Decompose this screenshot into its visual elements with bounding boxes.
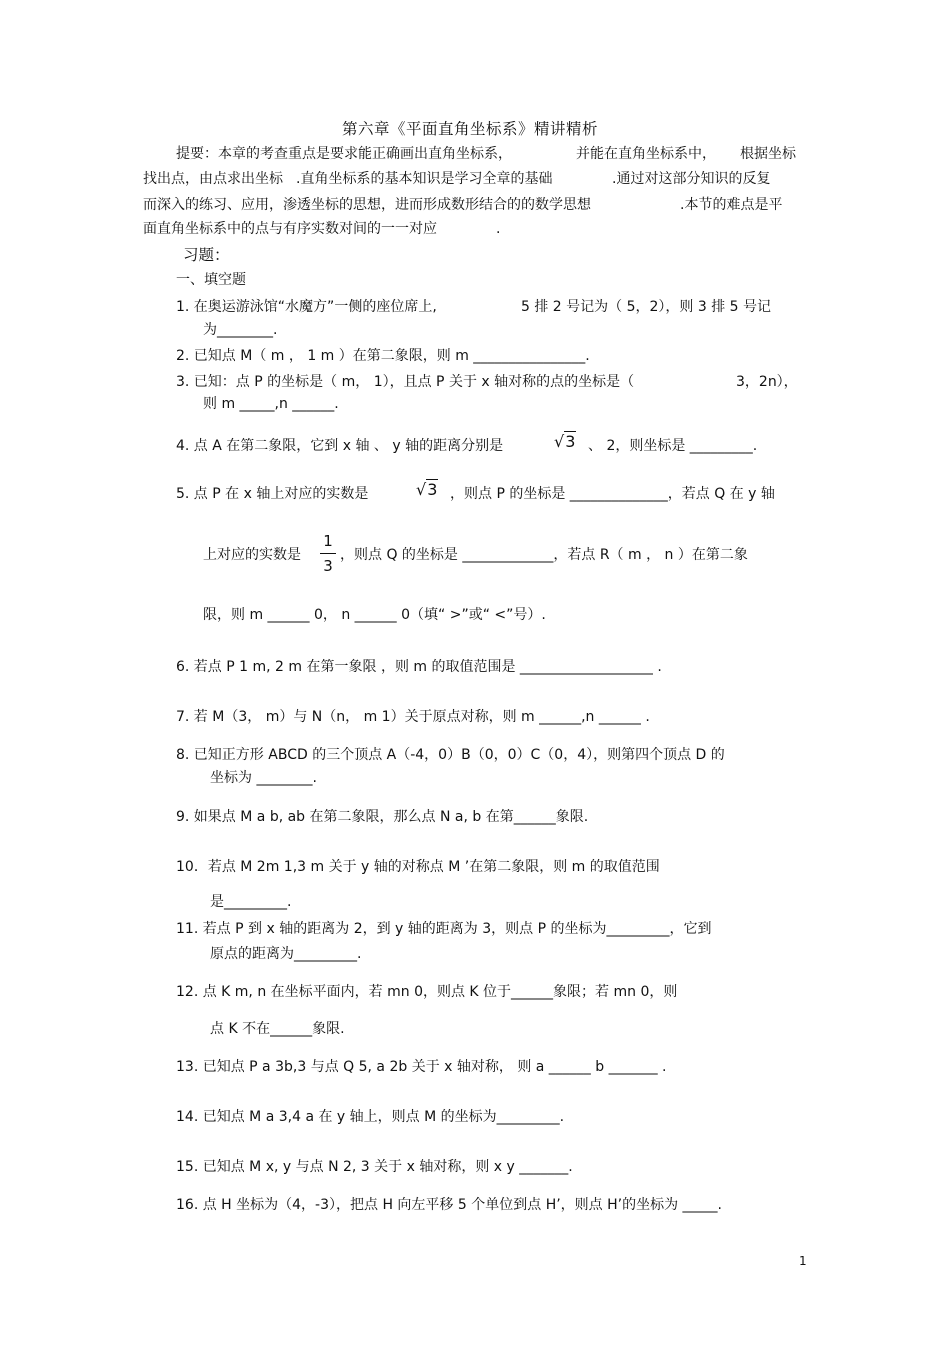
section-heading: 一、填空题 [176, 272, 246, 288]
question-16: 16. 点 H 坐标为（4，-3），把点 H 向左平移 5 个单位到点 H’，则点 H’的坐标为 _____. [176, 1197, 722, 1213]
question-5-line-c: 上对应的实数是 [203, 547, 301, 563]
question-3-line-a: 3. 已知：点 P 的坐标是（ m， 1），且点 P 关于 x 轴对称的点的坐标是（ [176, 374, 635, 390]
summary-line-1c: 根据坐标 [740, 146, 796, 162]
summary-line-2b: .直角坐标系的基本知识是学习全章的基础 [296, 171, 553, 187]
question-8-line-a: 8. 已知正方形 ABCD 的三个顶点 A（-4，0）B（0，0）C（0，4），则第四个顶点 D 的 [176, 747, 725, 763]
question-2: 2. 已知点 M（ m ， 1 m ）在第二象限，则 m ________________. [176, 348, 590, 364]
question-1-line-c: 为________. [203, 322, 278, 338]
summary-line-2a: 找出点，由点求出坐标 [143, 171, 283, 187]
question-13: 13. 已知点 P a 3b,3 与点 Q 5, a 2b 关于 x 轴对称， 则 a ______ b _______ . [176, 1059, 667, 1075]
page-title: 第六章《平面直角坐标系》精讲精析 [342, 120, 599, 138]
question-5-line-d: ，则点 Q 的坐标是 _____________，若点 R（ m ， n ）在第二象 [340, 547, 748, 563]
question-3-line-c: 则 m _____,n ______. [203, 396, 339, 412]
question-5-line-b: ，则点 P 的坐标是 ______________，若点 Q 在 y 轴 [450, 486, 775, 502]
question-1-line-a: 1. 在奥运游泳馆“水魔方”一侧的座位席上, [176, 299, 437, 315]
question-9: 9. 如果点 M a b, ab 在第二象限，那么点 N a, b 在第______象限. [176, 809, 589, 825]
question-10-line-b: 是_________. [210, 894, 292, 910]
fraction-denominator: 3 [323, 557, 333, 575]
sqrt-symbol: √3 [554, 432, 576, 451]
fraction-numerator: 1 [323, 532, 333, 550]
fraction-bar [320, 553, 336, 554]
summary-line-1a: 提要：本章的考查重点是要求能正确画出直角坐标系， [176, 146, 512, 162]
page-number: 1 [799, 1254, 807, 1268]
summary-line-2c: .通过对这部分知识的反复 [612, 171, 771, 187]
question-4-line-a: 4. 点 A 在第二象限，它到 x 轴 、 y 轴的距离分别是 [176, 438, 504, 454]
question-3-line-b: 3，2n）， [736, 374, 798, 390]
summary-line-4b: . [496, 221, 501, 237]
question-5-line-e: 限，则 m ______ 0， n ______ 0（填“ >”或“ <”号）. [203, 607, 546, 623]
summary-line-3a: 而深入的练习、应用，渗透坐标的思想，进而形成数形结合的的数学思想 [143, 197, 591, 213]
question-7: 7. 若 M（3， m）与 N（n， m 1）关于原点对称，则 m ______,n ______ . [176, 709, 650, 725]
question-12-line-b: 点 K 不在______象限. [210, 1021, 345, 1037]
question-15: 15. 已知点 M x, y 与点 N 2, 3 关于 x 轴对称，则 x y _______. [176, 1159, 573, 1175]
question-8-line-b: 坐标为 ________. [210, 770, 317, 786]
question-14: 14. 已知点 M a 3,4 a 在 y 轴上，则点 M 的坐标为_________. [176, 1109, 565, 1125]
fraction-one-third [320, 532, 336, 575]
question-4-line-b: 、 2，则坐标是 _________. [588, 438, 758, 454]
question-11-line-b: 原点的距离为_________. [210, 946, 362, 962]
summary-line-1b: 并能在直角坐标系中， [576, 146, 716, 162]
summary-line-4a: 面直角坐标系中的点与有序实数对间的一一对应 [143, 221, 437, 237]
exercises-heading: 习题： [183, 246, 230, 264]
question-6: 6. 若点 P 1 m, 2 m 在第一象限 ，则 m 的取值范围是 ___________________ . [176, 659, 662, 675]
sqrt-radicand: 3 [565, 432, 576, 451]
question-12-line-a: 12. 点 K m, n 在坐标平面内，若 mn 0，则点 K 位于______象限；若 mn 0，则 [176, 984, 678, 1000]
question-10-line-a: 10．若点 M 2m 1,3 m 关于 y 轴的对称点 M ’在第二象限，则 m 的取值范围 [176, 859, 660, 875]
question-11-line-a: 11. 若点 P 到 x 轴的距离为 2，到 y 轴的距离为 3，则点 P 的坐标为_________，它到 [176, 921, 712, 937]
question-5-line-a: 5. 点 P 在 x 轴上对应的实数是 [176, 486, 369, 502]
question-1-line-b: 5 排 2 号记为（ 5，2），则 3 排 5 号记 [521, 299, 772, 315]
summary-line-3b: .本节的难点是平 [680, 197, 783, 213]
sqrt-radicand: 3 [427, 480, 438, 499]
sqrt-symbol: √3 [416, 480, 438, 499]
